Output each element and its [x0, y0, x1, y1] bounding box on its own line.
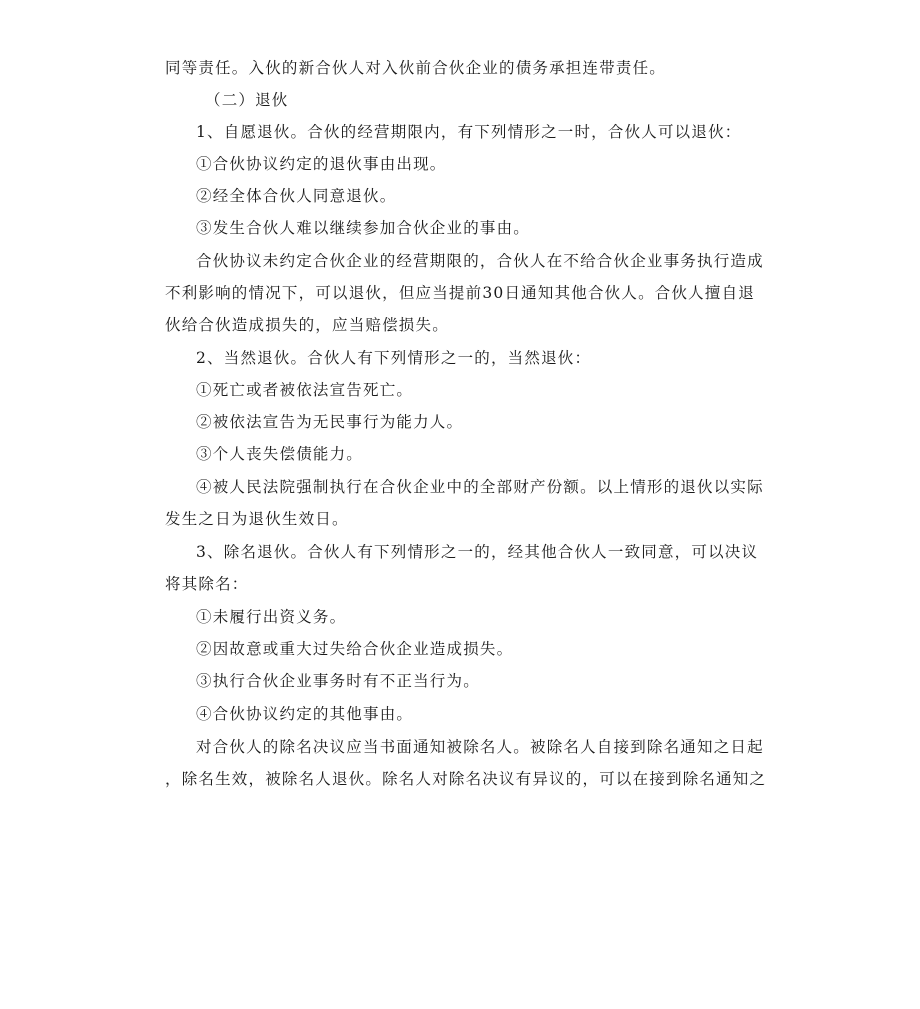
automatic-item-4-line-2: 发生之日为退伙生效日。 — [165, 510, 349, 528]
clause-expulsion-line-2: 将其除名： — [165, 575, 249, 593]
text-line-1: 同等责任。入伙的新合伙人对入伙前合伙企业的债务承担连带责任。 — [165, 59, 667, 77]
voluntary-item-1: ①合伙协议约定的退伙事由出现。 — [196, 155, 447, 173]
expulsion-item-1: ①未履行出资义务。 — [196, 608, 347, 626]
voluntary-item-3: ③发生合伙人难以继续参加合伙企业的事由。 — [196, 219, 531, 237]
paragraph-expulsion-notice-line-1: 对合伙人的除名决议应当书面通知被除名人。被除名人自接到除名通知之日起 — [196, 738, 764, 756]
automatic-item-1: ①死亡或者被依法宣告死亡。 — [196, 381, 414, 399]
paragraph-no-term-line-1: 合伙协议未约定合伙企业的经营期限的，合伙人在不给合伙企业事务执行造成 — [196, 252, 764, 270]
expulsion-item-2: ②因故意或重大过失给合伙企业造成损失。 — [196, 640, 514, 658]
expulsion-item-3: ③执行合伙企业事务时有不正当行为。 — [196, 672, 480, 690]
clause-voluntary-withdrawal: 1、自愿退伙。合伙的经营期限内，有下列情形之一时，合伙人可以退伙： — [196, 123, 742, 141]
paragraph-no-term-line-3: 伙给合伙造成损失的，应当赔偿损失。 — [165, 316, 449, 334]
voluntary-item-2: ②经全体合伙人同意退伙。 — [196, 187, 397, 205]
clause-automatic-withdrawal: 2、当然退伙。合伙人有下列情形之一的，当然退伙： — [196, 349, 592, 367]
paragraph-no-term-line-2: 不利影响的情况下，可以退伙，但应当提前30日通知其他合伙人。合伙人擅自退 — [165, 284, 755, 302]
automatic-item-2: ②被依法宣告为无民事行为能力人。 — [196, 413, 464, 431]
section-heading-withdrawal: （二）退伙 — [205, 91, 289, 109]
clause-expulsion-line-1: 3、除名退伙。合伙人有下列情形之一的，经其他合伙人一致同意，可以决议 — [196, 543, 759, 561]
expulsion-item-4: ④合伙协议约定的其他事由。 — [196, 705, 414, 723]
automatic-item-4-line-1: ④被人民法院强制执行在合伙企业中的全部财产份额。以上情形的退伙以实际 — [196, 478, 764, 496]
paragraph-expulsion-notice-line-2: ，除名生效，被除名人退伙。除名人对除名决议有异议的，可以在接到除名通知之 — [165, 770, 767, 788]
automatic-item-3: ③个人丧失偿债能力。 — [196, 445, 364, 463]
